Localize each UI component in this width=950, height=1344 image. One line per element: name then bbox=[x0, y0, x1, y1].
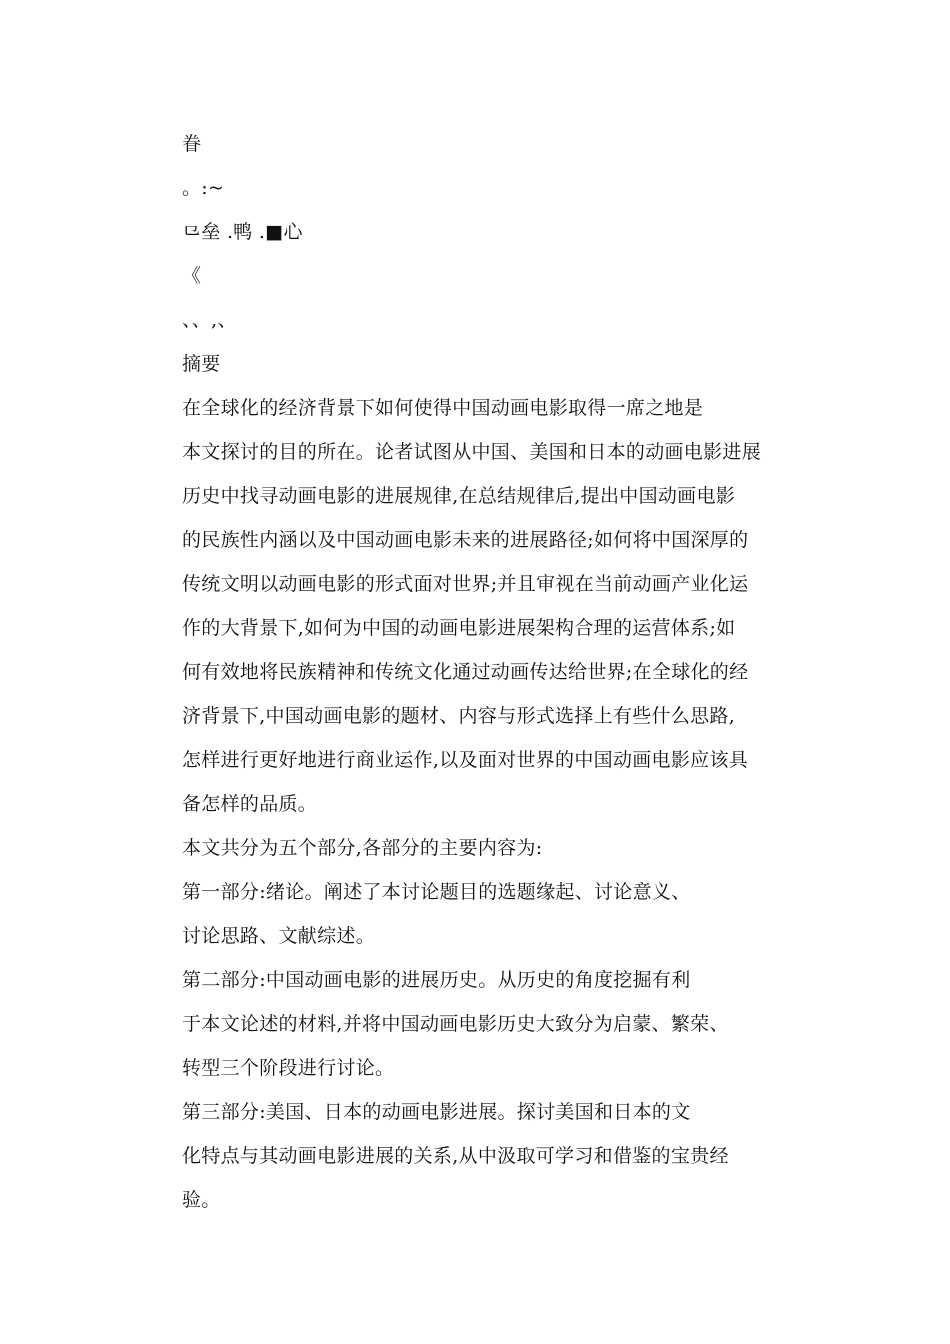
abstract-paragraph-line: 何有效地将民族精神和传统文化通过动画传达给世界;在全球化的经 bbox=[182, 661, 749, 683]
noise-line: 、、,、 bbox=[182, 309, 237, 331]
abstract-paragraph-line: 怎样进行更好地进行商业运作,以及面对世界的中国动画电影应该具 bbox=[182, 749, 749, 771]
noise-line: 眷 bbox=[182, 133, 202, 155]
noise-line: 《 bbox=[182, 265, 202, 287]
part2-line: 第二部分:中国动画电影的进展历史。从历史的角度挖掘有利 bbox=[182, 969, 691, 991]
abstract-paragraph-line: 的民族性内涵以及中国动画电影未来的进展路径;如何将中国深厚的 bbox=[182, 529, 749, 551]
abstract-paragraph-line: 传统文明以动画电影的形式面对世界;并且审视在当前动画产业化运 bbox=[182, 573, 749, 595]
part3-line: 化特点与其动画电影进展的关系,从中汲取可学习和借鉴的宝贵经 bbox=[182, 1145, 729, 1167]
noise-line: 。:~ bbox=[182, 177, 225, 199]
part2-line: 转型三个阶段进行讨论。 bbox=[182, 1057, 395, 1079]
part3-line: 验。 bbox=[182, 1189, 221, 1211]
abstract-paragraph-line: 本文探讨的目的所在。论者试图从中国、美国和日本的动画电影进展 bbox=[182, 441, 762, 463]
part1-line: 第一部分:绪论。阐述了本讨论题目的选题缘起、讨论意义、 bbox=[182, 881, 691, 903]
part1-line: 讨论思路、文献综述。 bbox=[182, 925, 376, 947]
part3-line: 第三部分:美国、日本的动画电影进展。探讨美国和日本的文 bbox=[182, 1101, 691, 1123]
abstract-paragraph-line: 备怎样的品质。 bbox=[182, 793, 318, 815]
part2-line: 于本文论述的材料,并将中国动画电影历史大致分为启蒙、繁荣、 bbox=[182, 1013, 729, 1035]
document-body bbox=[182, 122, 782, 1222]
abstract-paragraph-line: 济背景下,中国动画电影的题材、内容与形式选择上有些什么思路, bbox=[182, 705, 736, 727]
noise-line: ⺋垒 .鸭 .■心 bbox=[182, 221, 303, 243]
abstract-paragraph-line: 作的大背景下,如何为中国的动画电影进展架构合理的运营体系;如 bbox=[182, 617, 736, 639]
abstract-paragraph-line: 在全球化的经济背景下如何使得中国动画电影取得一席之地是 bbox=[182, 397, 704, 419]
abstract-heading: 摘要 bbox=[182, 353, 221, 375]
abstract-paragraph-line: 历史中找寻动画电影的进展规律,在总结规律后,提出中国动画电影 bbox=[182, 485, 736, 507]
structure-intro: 本文共分为五个部分,各部分的主要内容为: bbox=[182, 837, 543, 859]
